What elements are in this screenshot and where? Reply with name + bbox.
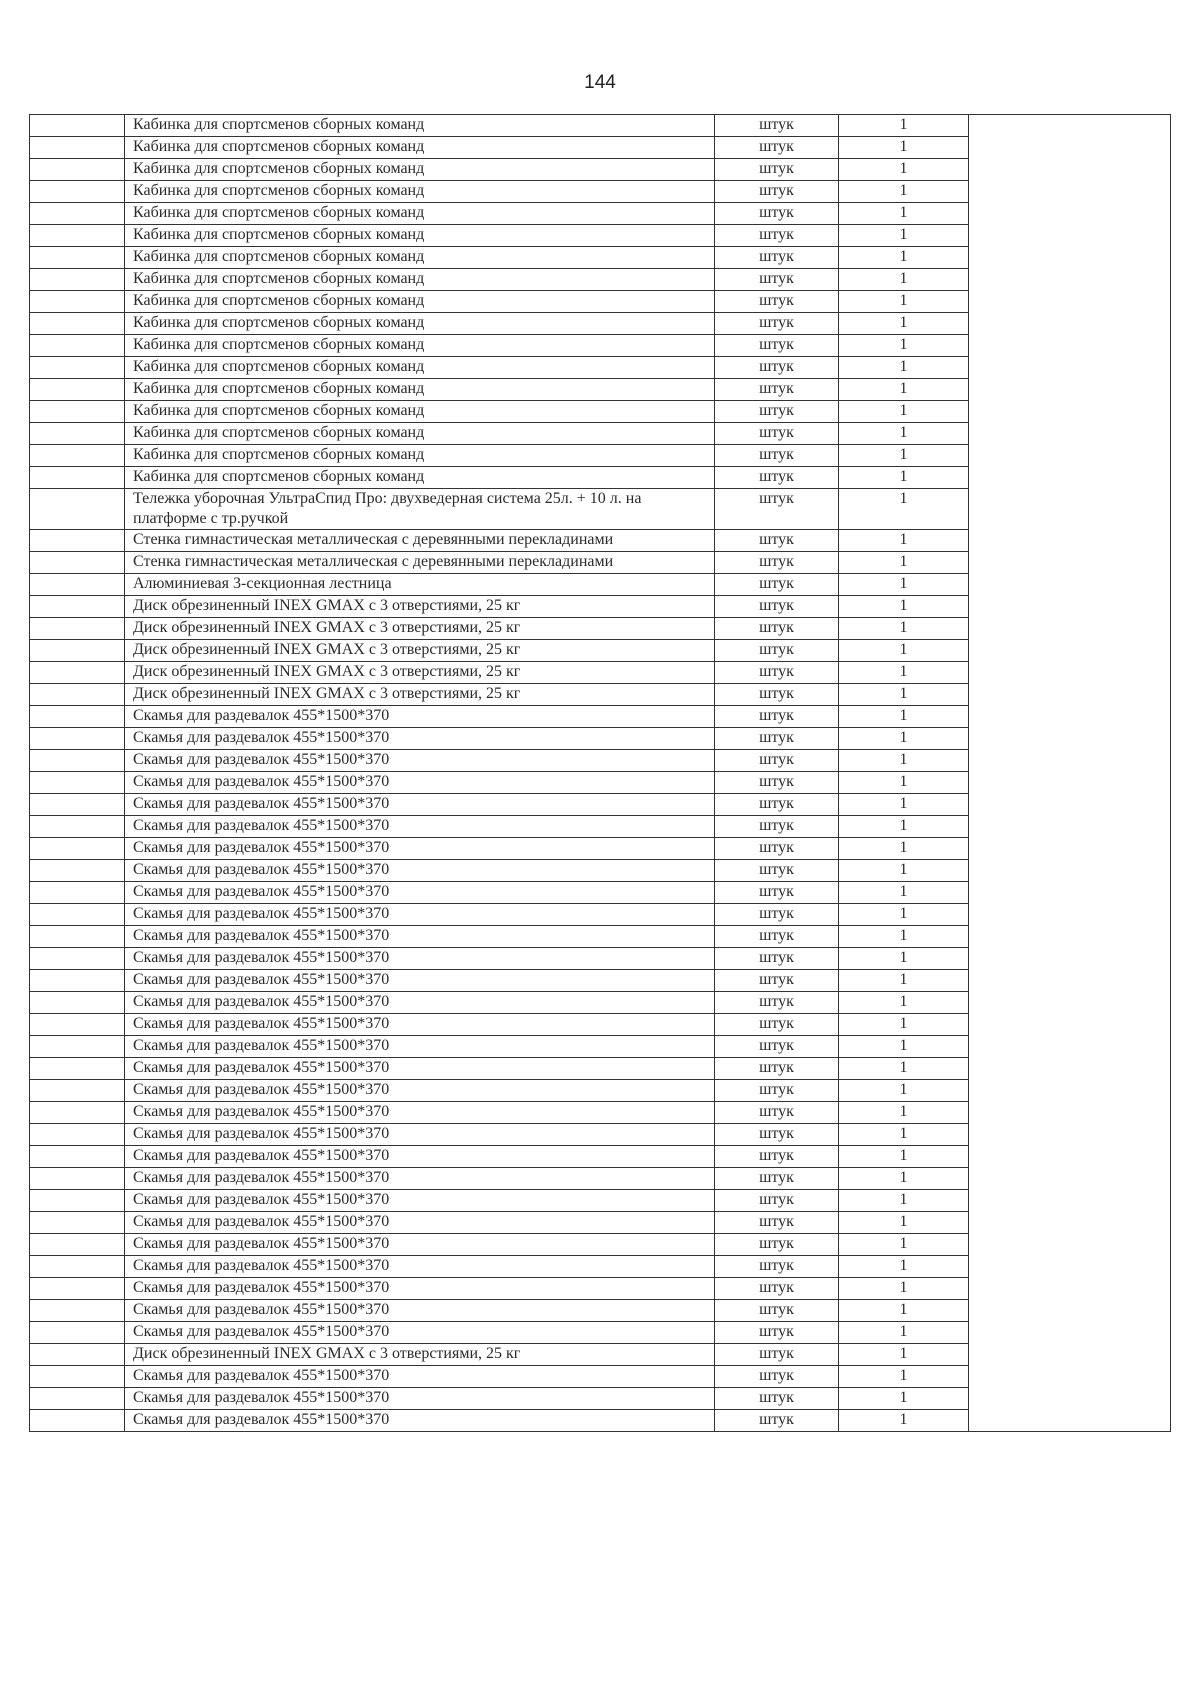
quantity-cell: 1 xyxy=(839,137,969,159)
row-number-cell xyxy=(30,467,125,489)
quantity-cell: 1 xyxy=(839,1080,969,1102)
unit-cell: штук xyxy=(715,728,839,750)
item-name-cell: Кабинка для спортсменов сборных команд xyxy=(125,203,715,225)
item-name-cell: Скамья для раздевалок 455*1500*370 xyxy=(125,1256,715,1278)
unit-cell: штук xyxy=(715,203,839,225)
item-name-cell: Скамья для раздевалок 455*1500*370 xyxy=(125,728,715,750)
item-name-cell: Скамья для раздевалок 455*1500*370 xyxy=(125,1366,715,1388)
unit-cell: штук xyxy=(715,225,839,247)
quantity-cell: 1 xyxy=(839,247,969,269)
quantity-cell: 1 xyxy=(839,640,969,662)
inventory-table xyxy=(29,114,1171,1432)
unit-cell: штук xyxy=(715,904,839,926)
unit-cell: штук xyxy=(715,970,839,992)
unit-cell: штук xyxy=(715,379,839,401)
unit-cell: штук xyxy=(715,115,839,137)
row-number-cell xyxy=(30,357,125,379)
row-number-cell xyxy=(30,1190,125,1212)
row-number-cell xyxy=(30,1256,125,1278)
quantity-cell: 1 xyxy=(839,794,969,816)
row-number-cell xyxy=(30,750,125,772)
row-number-cell xyxy=(30,1102,125,1124)
quantity-cell: 1 xyxy=(839,291,969,313)
quantity-cell: 1 xyxy=(839,596,969,618)
unit-cell: штук xyxy=(715,706,839,728)
item-name-cell: Скамья для раздевалок 455*1500*370 xyxy=(125,1322,715,1344)
quantity-cell: 1 xyxy=(839,335,969,357)
row-number-cell xyxy=(30,489,125,530)
item-name-cell: Скамья для раздевалок 455*1500*370 xyxy=(125,1168,715,1190)
item-name-cell: Диск обрезиненный INEX GMAX с 3 отверстиями, 25 кг xyxy=(125,640,715,662)
row-number-cell xyxy=(30,1212,125,1234)
unit-cell: штук xyxy=(715,816,839,838)
unit-cell: штук xyxy=(715,662,839,684)
unit-cell: штук xyxy=(715,1256,839,1278)
item-name-cell: Скамья для раздевалок 455*1500*370 xyxy=(125,1058,715,1080)
row-number-cell xyxy=(30,1344,125,1366)
unit-cell: штук xyxy=(715,1102,839,1124)
unit-cell: штук xyxy=(715,860,839,882)
row-number-cell xyxy=(30,970,125,992)
quantity-cell: 1 xyxy=(839,772,969,794)
unit-cell: штук xyxy=(715,1344,839,1366)
item-name-cell: Скамья для раздевалок 455*1500*370 xyxy=(125,706,715,728)
item-name-cell: Тележка уборочная УльтраСпид Про: двухведерная система 25л. + 10 л. на платформе с тр.ручкой xyxy=(125,489,715,530)
quantity-cell: 1 xyxy=(839,574,969,596)
unit-cell: штук xyxy=(715,1014,839,1036)
quantity-cell: 1 xyxy=(839,970,969,992)
item-name-cell: Кабинка для спортсменов сборных команд xyxy=(125,401,715,423)
item-name-cell: Скамья для раздевалок 455*1500*370 xyxy=(125,1190,715,1212)
item-name-cell: Скамья для раздевалок 455*1500*370 xyxy=(125,794,715,816)
row-number-cell xyxy=(30,247,125,269)
quantity-cell: 1 xyxy=(839,552,969,574)
unit-cell: штук xyxy=(715,423,839,445)
item-name-cell: Кабинка для спортсменов сборных команд xyxy=(125,357,715,379)
item-name-cell: Скамья для раздевалок 455*1500*370 xyxy=(125,1234,715,1256)
unit-cell: штук xyxy=(715,1388,839,1410)
page-number: 144 xyxy=(584,72,616,93)
unit-cell: штук xyxy=(715,530,839,552)
row-number-cell xyxy=(30,1366,125,1388)
item-name-cell: Скамья для раздевалок 455*1500*370 xyxy=(125,1146,715,1168)
unit-cell: штук xyxy=(715,269,839,291)
item-name-cell: Кабинка для спортсменов сборных команд xyxy=(125,181,715,203)
item-name-cell: Скамья для раздевалок 455*1500*370 xyxy=(125,1102,715,1124)
item-name-cell: Скамья для раздевалок 455*1500*370 xyxy=(125,970,715,992)
item-name-cell: Кабинка для спортсменов сборных команд xyxy=(125,291,715,313)
item-name-cell: Кабинка для спортсменов сборных команд xyxy=(125,335,715,357)
row-number-cell xyxy=(30,552,125,574)
item-name-cell: Скамья для раздевалок 455*1500*370 xyxy=(125,1410,715,1432)
item-name-cell: Кабинка для спортсменов сборных команд xyxy=(125,379,715,401)
row-number-cell xyxy=(30,684,125,706)
item-name-cell: Скамья для раздевалок 455*1500*370 xyxy=(125,1080,715,1102)
item-name-cell: Кабинка для спортсменов сборных команд xyxy=(125,115,715,137)
unit-cell: штук xyxy=(715,948,839,970)
row-number-cell xyxy=(30,574,125,596)
unit-cell: штук xyxy=(715,159,839,181)
item-name-cell: Скамья для раздевалок 455*1500*370 xyxy=(125,1300,715,1322)
quantity-cell: 1 xyxy=(839,1212,969,1234)
unit-cell: штук xyxy=(715,838,839,860)
row-number-cell xyxy=(30,772,125,794)
unit-cell: штук xyxy=(715,181,839,203)
quantity-cell: 1 xyxy=(839,313,969,335)
unit-cell: штук xyxy=(715,1168,839,1190)
quantity-cell: 1 xyxy=(839,1124,969,1146)
item-name-cell: Алюминиевая 3-секционная лестница xyxy=(125,574,715,596)
unit-cell: штук xyxy=(715,247,839,269)
unit-cell: штук xyxy=(715,1124,839,1146)
item-name-cell: Скамья для раздевалок 455*1500*370 xyxy=(125,838,715,860)
item-name-cell: Кабинка для спортсменов сборных команд xyxy=(125,423,715,445)
unit-cell: штук xyxy=(715,445,839,467)
item-name-cell: Скамья для раздевалок 455*1500*370 xyxy=(125,948,715,970)
row-number-cell xyxy=(30,115,125,137)
row-number-cell xyxy=(30,794,125,816)
quantity-cell: 1 xyxy=(839,1102,969,1124)
row-number-cell xyxy=(30,1322,125,1344)
row-number-cell xyxy=(30,1300,125,1322)
quantity-cell: 1 xyxy=(839,530,969,552)
row-number-cell xyxy=(30,1146,125,1168)
row-number-cell xyxy=(30,816,125,838)
quantity-cell: 1 xyxy=(839,706,969,728)
table-row xyxy=(30,115,1171,137)
unit-cell: штук xyxy=(715,313,839,335)
item-name-cell: Скамья для раздевалок 455*1500*370 xyxy=(125,882,715,904)
row-number-cell xyxy=(30,159,125,181)
row-number-cell xyxy=(30,640,125,662)
row-number-cell xyxy=(30,706,125,728)
row-number-cell xyxy=(30,269,125,291)
unit-cell: штук xyxy=(715,552,839,574)
quantity-cell: 1 xyxy=(839,269,969,291)
row-number-cell xyxy=(30,1410,125,1432)
row-number-cell xyxy=(30,530,125,552)
quantity-cell: 1 xyxy=(839,1058,969,1080)
quantity-cell: 1 xyxy=(839,489,969,530)
unit-cell: штук xyxy=(715,772,839,794)
quantity-cell: 1 xyxy=(839,1168,969,1190)
quantity-cell: 1 xyxy=(839,1256,969,1278)
inventory-table-body xyxy=(30,115,1171,1432)
item-name-cell: Кабинка для спортсменов сборных команд xyxy=(125,225,715,247)
unit-cell: штук xyxy=(715,1234,839,1256)
unit-cell: штук xyxy=(715,1322,839,1344)
item-name-cell: Стенка гимнастическая металлическая с деревянными перекладинами xyxy=(125,552,715,574)
row-number-cell xyxy=(30,445,125,467)
unit-cell: штук xyxy=(715,926,839,948)
quantity-cell: 1 xyxy=(839,1036,969,1058)
quantity-cell: 1 xyxy=(839,445,969,467)
quantity-cell: 1 xyxy=(839,816,969,838)
unit-cell: штук xyxy=(715,684,839,706)
item-name-cell: Скамья для раздевалок 455*1500*370 xyxy=(125,1014,715,1036)
quantity-cell: 1 xyxy=(839,1322,969,1344)
item-name-cell: Скамья для раздевалок 455*1500*370 xyxy=(125,816,715,838)
unit-cell: штук xyxy=(715,1080,839,1102)
quantity-cell: 1 xyxy=(839,838,969,860)
item-name-cell: Скамья для раздевалок 455*1500*370 xyxy=(125,772,715,794)
item-name-cell: Скамья для раздевалок 455*1500*370 xyxy=(125,860,715,882)
quantity-cell: 1 xyxy=(839,357,969,379)
row-number-cell xyxy=(30,1388,125,1410)
row-number-cell xyxy=(30,882,125,904)
unit-cell: штук xyxy=(715,1300,839,1322)
row-number-cell xyxy=(30,401,125,423)
quantity-cell: 1 xyxy=(839,423,969,445)
item-name-cell: Скамья для раздевалок 455*1500*370 xyxy=(125,1212,715,1234)
row-number-cell xyxy=(30,379,125,401)
unit-cell: штук xyxy=(715,794,839,816)
quantity-cell: 1 xyxy=(839,1366,969,1388)
quantity-cell: 1 xyxy=(839,882,969,904)
row-number-cell xyxy=(30,992,125,1014)
unit-cell: штук xyxy=(715,1036,839,1058)
row-number-cell xyxy=(30,313,125,335)
quantity-cell: 1 xyxy=(839,1410,969,1432)
item-name-cell: Скамья для раздевалок 455*1500*370 xyxy=(125,750,715,772)
item-name-cell: Диск обрезиненный INEX GMAX с 3 отверстиями, 25 кг xyxy=(125,662,715,684)
unit-cell: штук xyxy=(715,1212,839,1234)
quantity-cell: 1 xyxy=(839,1146,969,1168)
item-name-cell: Скамья для раздевалок 455*1500*370 xyxy=(125,1036,715,1058)
unit-cell: штук xyxy=(715,1366,839,1388)
item-name-cell: Скамья для раздевалок 455*1500*370 xyxy=(125,992,715,1014)
row-number-cell xyxy=(30,203,125,225)
row-number-cell xyxy=(30,181,125,203)
item-name-cell: Кабинка для спортсменов сборных команд xyxy=(125,137,715,159)
item-name-cell: Кабинка для спортсменов сборных команд xyxy=(125,269,715,291)
quantity-cell: 1 xyxy=(839,379,969,401)
item-name-cell: Скамья для раздевалок 455*1500*370 xyxy=(125,1124,715,1146)
notes-cell xyxy=(969,115,1171,1432)
quantity-cell: 1 xyxy=(839,1388,969,1410)
row-number-cell xyxy=(30,1080,125,1102)
row-number-cell xyxy=(30,335,125,357)
item-name-cell: Кабинка для спортсменов сборных команд xyxy=(125,247,715,269)
row-number-cell xyxy=(30,838,125,860)
unit-cell: штук xyxy=(715,401,839,423)
item-name-cell: Скамья для раздевалок 455*1500*370 xyxy=(125,1278,715,1300)
quantity-cell: 1 xyxy=(839,684,969,706)
row-number-cell xyxy=(30,948,125,970)
row-number-cell xyxy=(30,291,125,313)
row-number-cell xyxy=(30,225,125,247)
unit-cell: штук xyxy=(715,1058,839,1080)
item-name-cell: Скамья для раздевалок 455*1500*370 xyxy=(125,1388,715,1410)
row-number-cell xyxy=(30,662,125,684)
row-number-cell xyxy=(30,618,125,640)
unit-cell: штук xyxy=(715,1410,839,1432)
row-number-cell xyxy=(30,728,125,750)
quantity-cell: 1 xyxy=(839,750,969,772)
unit-cell: штук xyxy=(715,335,839,357)
unit-cell: штук xyxy=(715,750,839,772)
quantity-cell: 1 xyxy=(839,159,969,181)
quantity-cell: 1 xyxy=(839,1190,969,1212)
quantity-cell: 1 xyxy=(839,181,969,203)
quantity-cell: 1 xyxy=(839,662,969,684)
unit-cell: штук xyxy=(715,992,839,1014)
unit-cell: штук xyxy=(715,618,839,640)
row-number-cell xyxy=(30,596,125,618)
row-number-cell xyxy=(30,1036,125,1058)
unit-cell: штук xyxy=(715,291,839,313)
unit-cell: штук xyxy=(715,137,839,159)
row-number-cell xyxy=(30,1278,125,1300)
item-name-cell: Кабинка для спортсменов сборных команд xyxy=(125,467,715,489)
unit-cell: штук xyxy=(715,640,839,662)
quantity-cell: 1 xyxy=(839,926,969,948)
quantity-cell: 1 xyxy=(839,1300,969,1322)
quantity-cell: 1 xyxy=(839,401,969,423)
item-name-cell: Диск обрезиненный INEX GMAX с 3 отверстиями, 25 кг xyxy=(125,596,715,618)
unit-cell: штук xyxy=(715,1146,839,1168)
item-name-cell: Скамья для раздевалок 455*1500*370 xyxy=(125,904,715,926)
item-name-cell: Кабинка для спортсменов сборных команд xyxy=(125,159,715,181)
unit-cell: штук xyxy=(715,1278,839,1300)
row-number-cell xyxy=(30,926,125,948)
quantity-cell: 1 xyxy=(839,860,969,882)
quantity-cell: 1 xyxy=(839,1234,969,1256)
row-number-cell xyxy=(30,137,125,159)
quantity-cell: 1 xyxy=(839,728,969,750)
item-name-cell: Кабинка для спортсменов сборных команд xyxy=(125,445,715,467)
item-name-cell: Диск обрезиненный INEX GMAX с 3 отверстиями, 25 кг xyxy=(125,1344,715,1366)
quantity-cell: 1 xyxy=(839,948,969,970)
unit-cell: штук xyxy=(715,357,839,379)
item-name-cell: Стенка гимнастическая металлическая с деревянными перекладинами xyxy=(125,530,715,552)
quantity-cell: 1 xyxy=(839,904,969,926)
unit-cell: штук xyxy=(715,467,839,489)
unit-cell: штук xyxy=(715,882,839,904)
quantity-cell: 1 xyxy=(839,1278,969,1300)
item-name-cell: Диск обрезиненный INEX GMAX с 3 отверстиями, 25 кг xyxy=(125,684,715,706)
unit-cell: штук xyxy=(715,1190,839,1212)
item-name-cell: Кабинка для спортсменов сборных команд xyxy=(125,313,715,335)
row-number-cell xyxy=(30,1234,125,1256)
row-number-cell xyxy=(30,860,125,882)
quantity-cell: 1 xyxy=(839,225,969,247)
unit-cell: штук xyxy=(715,489,839,530)
row-number-cell xyxy=(30,1058,125,1080)
row-number-cell xyxy=(30,904,125,926)
row-number-cell xyxy=(30,1124,125,1146)
quantity-cell: 1 xyxy=(839,467,969,489)
row-number-cell xyxy=(30,423,125,445)
quantity-cell: 1 xyxy=(839,115,969,137)
item-name-cell: Скамья для раздевалок 455*1500*370 xyxy=(125,926,715,948)
unit-cell: штук xyxy=(715,574,839,596)
quantity-cell: 1 xyxy=(839,1014,969,1036)
quantity-cell: 1 xyxy=(839,203,969,225)
item-name-cell: Диск обрезиненный INEX GMAX с 3 отверстиями, 25 кг xyxy=(125,618,715,640)
unit-cell: штук xyxy=(715,596,839,618)
quantity-cell: 1 xyxy=(839,618,969,640)
row-number-cell xyxy=(30,1014,125,1036)
row-number-cell xyxy=(30,1168,125,1190)
quantity-cell: 1 xyxy=(839,1344,969,1366)
quantity-cell: 1 xyxy=(839,992,969,1014)
